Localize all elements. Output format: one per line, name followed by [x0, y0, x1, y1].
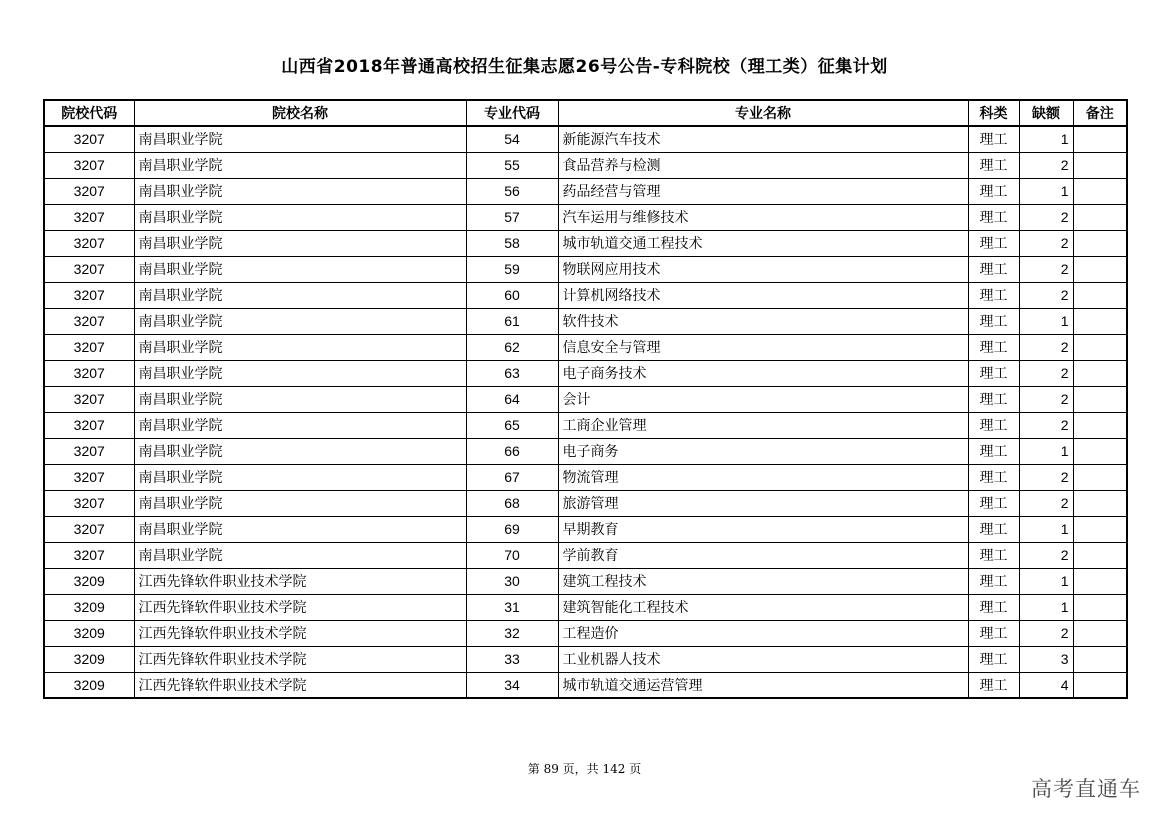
cell-major-code: 65	[466, 412, 558, 438]
table-row	[44, 464, 1127, 490]
cell-major-name: 电子商务	[558, 438, 968, 464]
cell-category: 理工	[968, 490, 1019, 516]
cell-school-code: 3207	[44, 178, 134, 204]
cell-quota: 2	[1019, 360, 1073, 386]
cell-school-name: 南昌职业学院	[134, 542, 466, 568]
cell-note	[1073, 516, 1127, 542]
cell-major-name: 新能源汽车技术	[558, 126, 968, 152]
table-row	[44, 542, 1127, 568]
cell-major-code: 57	[466, 204, 558, 230]
table-row	[44, 386, 1127, 412]
cell-school-code: 3207	[44, 152, 134, 178]
cell-school-code: 3209	[44, 672, 134, 698]
header-school-code: 院校代码	[44, 100, 134, 126]
cell-school-name: 南昌职业学院	[134, 360, 466, 386]
table-row	[44, 516, 1127, 542]
cell-major-name: 食品营养与检测	[558, 152, 968, 178]
cell-note	[1073, 542, 1127, 568]
table-row	[44, 594, 1127, 620]
cell-quota: 2	[1019, 386, 1073, 412]
cell-note	[1073, 308, 1127, 334]
cell-note	[1073, 126, 1127, 152]
cell-school-code: 3207	[44, 256, 134, 282]
cell-school-code: 3207	[44, 542, 134, 568]
cell-major-code: 63	[466, 360, 558, 386]
cell-category: 理工	[968, 646, 1019, 672]
cell-school-code: 3209	[44, 646, 134, 672]
cell-note	[1073, 386, 1127, 412]
cell-school-code: 3207	[44, 230, 134, 256]
cell-quota: 2	[1019, 490, 1073, 516]
cell-category: 理工	[968, 230, 1019, 256]
table-row	[44, 490, 1127, 516]
cell-major-code: 67	[466, 464, 558, 490]
cell-note	[1073, 204, 1127, 230]
cell-major-name: 会计	[558, 386, 968, 412]
cell-major-code: 60	[466, 282, 558, 308]
cell-school-code: 3207	[44, 334, 134, 360]
cell-school-name: 江西先锋软件职业技术学院	[134, 672, 466, 698]
cell-note	[1073, 594, 1127, 620]
cell-school-code: 3207	[44, 464, 134, 490]
table-row	[44, 672, 1127, 698]
cell-category: 理工	[968, 412, 1019, 438]
table-row	[44, 334, 1127, 360]
cell-quota: 1	[1019, 438, 1073, 464]
cell-quota: 2	[1019, 282, 1073, 308]
cell-major-code: 70	[466, 542, 558, 568]
cell-major-name: 城市轨道交通运营管理	[558, 672, 968, 698]
cell-quota: 2	[1019, 152, 1073, 178]
table-row	[44, 308, 1127, 334]
cell-category: 理工	[968, 126, 1019, 152]
cell-category: 理工	[968, 594, 1019, 620]
cell-category: 理工	[968, 516, 1019, 542]
cell-category: 理工	[968, 672, 1019, 698]
cell-school-name: 南昌职业学院	[134, 204, 466, 230]
cell-note	[1073, 438, 1127, 464]
cell-note	[1073, 464, 1127, 490]
cell-major-code: 61	[466, 308, 558, 334]
cell-school-code: 3207	[44, 308, 134, 334]
cell-major-code: 55	[466, 152, 558, 178]
table-row	[44, 178, 1127, 204]
cell-school-code: 3207	[44, 126, 134, 152]
cell-school-code: 3207	[44, 412, 134, 438]
table-row	[44, 568, 1127, 594]
cell-note	[1073, 672, 1127, 698]
cell-school-name: 南昌职业学院	[134, 230, 466, 256]
cell-major-name: 工程造价	[558, 620, 968, 646]
cell-school-name: 南昌职业学院	[134, 412, 466, 438]
cell-note	[1073, 490, 1127, 516]
cell-note	[1073, 568, 1127, 594]
cell-school-name: 江西先锋软件职业技术学院	[134, 620, 466, 646]
header-quota: 缺额	[1019, 100, 1073, 126]
table-row	[44, 620, 1127, 646]
cell-major-name: 物联网应用技术	[558, 256, 968, 282]
document-title: 山西省2018年普通高校招生征集志愿26号公告-专科院校（理工类）征集计划	[281, 57, 888, 77]
cell-major-name: 建筑智能化工程技术	[558, 594, 968, 620]
cell-quota: 2	[1019, 334, 1073, 360]
cell-category: 理工	[968, 308, 1019, 334]
header-major-name: 专业名称	[558, 100, 968, 126]
cell-major-name: 工业机器人技术	[558, 646, 968, 672]
cell-category: 理工	[968, 282, 1019, 308]
cell-quota: 2	[1019, 620, 1073, 646]
cell-category: 理工	[968, 334, 1019, 360]
cell-school-code: 3207	[44, 386, 134, 412]
cell-quota: 1	[1019, 126, 1073, 152]
table-row	[44, 230, 1127, 256]
cell-major-name: 信息安全与管理	[558, 334, 968, 360]
cell-major-code: 59	[466, 256, 558, 282]
cell-school-code: 3209	[44, 568, 134, 594]
cell-quota: 1	[1019, 516, 1073, 542]
cell-quota: 2	[1019, 464, 1073, 490]
watermark: 高考直通车	[1031, 777, 1141, 801]
enrollment-plan-table	[43, 99, 1128, 699]
cell-major-code: 32	[466, 620, 558, 646]
cell-school-code: 3207	[44, 204, 134, 230]
cell-school-code: 3207	[44, 490, 134, 516]
cell-school-code: 3209	[44, 594, 134, 620]
cell-school-code: 3207	[44, 516, 134, 542]
cell-school-name: 南昌职业学院	[134, 308, 466, 334]
cell-quota: 3	[1019, 646, 1073, 672]
cell-category: 理工	[968, 256, 1019, 282]
page-footer: 第 89 页，共 142 页	[527, 762, 642, 776]
cell-note	[1073, 230, 1127, 256]
cell-quota: 2	[1019, 230, 1073, 256]
cell-category: 理工	[968, 386, 1019, 412]
cell-quota: 1	[1019, 308, 1073, 334]
cell-major-code: 31	[466, 594, 558, 620]
cell-major-code: 62	[466, 334, 558, 360]
cell-school-name: 南昌职业学院	[134, 464, 466, 490]
cell-major-code: 64	[466, 386, 558, 412]
cell-major-code: 56	[466, 178, 558, 204]
cell-category: 理工	[968, 568, 1019, 594]
header-note: 备注	[1073, 100, 1127, 126]
cell-major-code: 58	[466, 230, 558, 256]
cell-school-name: 江西先锋软件职业技术学院	[134, 594, 466, 620]
cell-quota: 1	[1019, 568, 1073, 594]
cell-school-name: 南昌职业学院	[134, 126, 466, 152]
table-row	[44, 126, 1127, 152]
cell-school-name: 江西先锋软件职业技术学院	[134, 568, 466, 594]
cell-school-name: 南昌职业学院	[134, 282, 466, 308]
cell-major-code: 69	[466, 516, 558, 542]
cell-note	[1073, 412, 1127, 438]
cell-major-name: 城市轨道交通工程技术	[558, 230, 968, 256]
cell-category: 理工	[968, 204, 1019, 230]
header-major-code: 专业代码	[466, 100, 558, 126]
cell-major-name: 软件技术	[558, 308, 968, 334]
table-row	[44, 282, 1127, 308]
cell-category: 理工	[968, 360, 1019, 386]
table-body	[44, 126, 1127, 698]
cell-school-name: 南昌职业学院	[134, 334, 466, 360]
cell-school-name: 南昌职业学院	[134, 490, 466, 516]
cell-school-code: 3207	[44, 282, 134, 308]
cell-note	[1073, 256, 1127, 282]
cell-quota: 2	[1019, 412, 1073, 438]
cell-major-code: 33	[466, 646, 558, 672]
cell-major-code: 30	[466, 568, 558, 594]
table-row	[44, 204, 1127, 230]
cell-major-code: 34	[466, 672, 558, 698]
cell-major-name: 学前教育	[558, 542, 968, 568]
cell-school-code: 3209	[44, 620, 134, 646]
cell-major-code: 68	[466, 490, 558, 516]
cell-note	[1073, 620, 1127, 646]
cell-note	[1073, 282, 1127, 308]
cell-quota: 2	[1019, 204, 1073, 230]
cell-category: 理工	[968, 542, 1019, 568]
cell-major-code: 66	[466, 438, 558, 464]
cell-quota: 1	[1019, 594, 1073, 620]
cell-quota: 4	[1019, 672, 1073, 698]
cell-major-name: 药品经营与管理	[558, 178, 968, 204]
cell-category: 理工	[968, 152, 1019, 178]
cell-note	[1073, 360, 1127, 386]
cell-school-code: 3207	[44, 438, 134, 464]
header-school-name: 院校名称	[134, 100, 466, 126]
cell-major-name: 物流管理	[558, 464, 968, 490]
cell-note	[1073, 152, 1127, 178]
cell-major-name: 汽车运用与维修技术	[558, 204, 968, 230]
cell-school-name: 南昌职业学院	[134, 386, 466, 412]
cell-note	[1073, 178, 1127, 204]
cell-school-code: 3207	[44, 360, 134, 386]
cell-quota: 2	[1019, 542, 1073, 568]
table-row	[44, 152, 1127, 178]
cell-major-code: 54	[466, 126, 558, 152]
cell-major-name: 电子商务技术	[558, 360, 968, 386]
cell-major-name: 工商企业管理	[558, 412, 968, 438]
cell-school-name: 江西先锋软件职业技术学院	[134, 646, 466, 672]
cell-note	[1073, 646, 1127, 672]
cell-major-name: 计算机网络技术	[558, 282, 968, 308]
cell-major-name: 旅游管理	[558, 490, 968, 516]
cell-major-name: 早期教育	[558, 516, 968, 542]
cell-category: 理工	[968, 438, 1019, 464]
table-row	[44, 438, 1127, 464]
cell-school-name: 南昌职业学院	[134, 152, 466, 178]
table-header-row	[44, 100, 1127, 126]
table-row	[44, 646, 1127, 672]
cell-school-name: 南昌职业学院	[134, 256, 466, 282]
table-row	[44, 256, 1127, 282]
cell-quota: 2	[1019, 256, 1073, 282]
cell-school-name: 南昌职业学院	[134, 178, 466, 204]
cell-quota: 1	[1019, 178, 1073, 204]
table-row	[44, 412, 1127, 438]
cell-school-name: 南昌职业学院	[134, 438, 466, 464]
cell-category: 理工	[968, 178, 1019, 204]
cell-school-name: 南昌职业学院	[134, 516, 466, 542]
cell-category: 理工	[968, 620, 1019, 646]
header-category: 科类	[968, 100, 1019, 126]
cell-note	[1073, 334, 1127, 360]
table-row	[44, 360, 1127, 386]
cell-category: 理工	[968, 464, 1019, 490]
cell-major-name: 建筑工程技术	[558, 568, 968, 594]
